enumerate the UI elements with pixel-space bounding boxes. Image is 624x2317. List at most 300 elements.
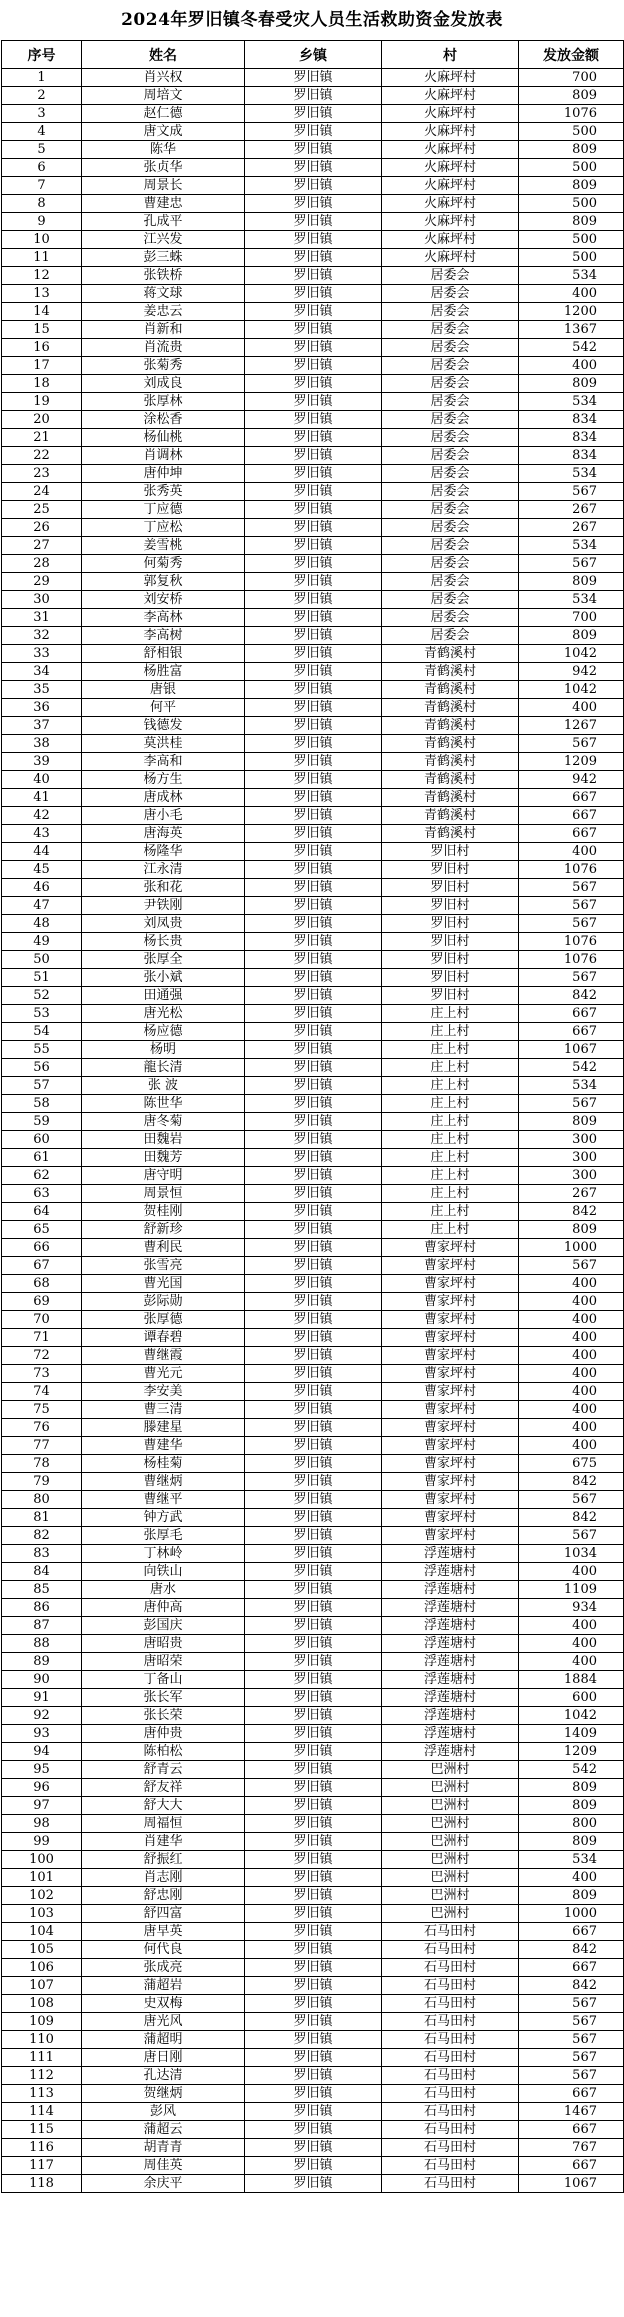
cell-name: 唐小毛 bbox=[82, 807, 245, 825]
cell-village: 青鹤溪村 bbox=[382, 717, 519, 735]
table-row bbox=[2, 1257, 624, 1275]
cell-amount: 1034 bbox=[519, 1545, 624, 1563]
cell-name: 曹光国 bbox=[82, 1275, 245, 1293]
cell-village: 浮莲塘村 bbox=[382, 1599, 519, 1617]
cell-township: 罗旧镇 bbox=[245, 1635, 382, 1653]
cell-amount: 400 bbox=[519, 1383, 624, 1401]
cell-name: 杨仙桃 bbox=[82, 429, 245, 447]
table-row bbox=[2, 699, 624, 717]
cell-amount: 500 bbox=[519, 195, 624, 213]
table-row bbox=[2, 1311, 624, 1329]
cell-township: 罗旧镇 bbox=[245, 1563, 382, 1581]
cell-amount: 675 bbox=[519, 1455, 624, 1473]
cell-amount: 500 bbox=[519, 159, 624, 177]
cell-township: 罗旧镇 bbox=[245, 2067, 382, 2085]
cell-name: 周景恒 bbox=[82, 1185, 245, 1203]
cell-township: 罗旧镇 bbox=[245, 951, 382, 969]
cell-village: 石马田村 bbox=[382, 1995, 519, 2013]
cell-amount: 400 bbox=[519, 1617, 624, 1635]
cell-township: 罗旧镇 bbox=[245, 663, 382, 681]
table-row bbox=[2, 663, 624, 681]
cell-name: 曹建忠 bbox=[82, 195, 245, 213]
cell-name: 杨胜富 bbox=[82, 663, 245, 681]
cell-index: 38 bbox=[2, 735, 82, 753]
cell-village: 罗旧村 bbox=[382, 969, 519, 987]
cell-village: 居委会 bbox=[382, 465, 519, 483]
cell-name: 李高树 bbox=[82, 627, 245, 645]
cell-village: 居委会 bbox=[382, 627, 519, 645]
table-row bbox=[2, 1239, 624, 1257]
table-row bbox=[2, 645, 624, 663]
cell-amount: 1076 bbox=[519, 861, 624, 879]
cell-index: 95 bbox=[2, 1761, 82, 1779]
cell-village: 居委会 bbox=[382, 573, 519, 591]
cell-name: 舒友祥 bbox=[82, 1779, 245, 1797]
table-row bbox=[2, 447, 624, 465]
cell-name: 蒲超岩 bbox=[82, 1977, 245, 1995]
cell-name: 唐早英 bbox=[82, 1923, 245, 1941]
table-row bbox=[2, 591, 624, 609]
header-name: 姓名 bbox=[82, 41, 245, 69]
cell-amount: 567 bbox=[519, 1095, 624, 1113]
cell-index: 89 bbox=[2, 1653, 82, 1671]
cell-village: 巴洲村 bbox=[382, 1779, 519, 1797]
cell-index: 103 bbox=[2, 1905, 82, 1923]
cell-village: 巴洲村 bbox=[382, 1833, 519, 1851]
cell-name: 唐昭贵 bbox=[82, 1635, 245, 1653]
cell-index: 109 bbox=[2, 2013, 82, 2031]
cell-index: 71 bbox=[2, 1329, 82, 1347]
cell-township: 罗旧镇 bbox=[245, 1059, 382, 1077]
cell-amount: 400 bbox=[519, 285, 624, 303]
cell-amount: 567 bbox=[519, 1257, 624, 1275]
table-row bbox=[2, 1995, 624, 2013]
cell-township: 罗旧镇 bbox=[245, 1095, 382, 1113]
cell-township: 罗旧镇 bbox=[245, 1473, 382, 1491]
cell-name: 涂松香 bbox=[82, 411, 245, 429]
cell-township: 罗旧镇 bbox=[245, 1941, 382, 1959]
cell-name: 杨明 bbox=[82, 1041, 245, 1059]
cell-township: 罗旧镇 bbox=[245, 141, 382, 159]
cell-village: 曹家坪村 bbox=[382, 1275, 519, 1293]
table-row bbox=[2, 1473, 624, 1491]
cell-township: 罗旧镇 bbox=[245, 1491, 382, 1509]
cell-name: 向铁山 bbox=[82, 1563, 245, 1581]
table-row bbox=[2, 987, 624, 1005]
table-row bbox=[2, 2175, 624, 2193]
cell-village: 火麻坪村 bbox=[382, 177, 519, 195]
cell-amount: 809 bbox=[519, 375, 624, 393]
cell-index: 25 bbox=[2, 501, 82, 519]
cell-amount: 567 bbox=[519, 2049, 624, 2067]
cell-index: 72 bbox=[2, 1347, 82, 1365]
cell-amount: 1467 bbox=[519, 2103, 624, 2121]
table-row bbox=[2, 375, 624, 393]
cell-amount: 809 bbox=[519, 141, 624, 159]
cell-village: 火麻坪村 bbox=[382, 105, 519, 123]
cell-index: 82 bbox=[2, 1527, 82, 1545]
cell-village: 曹家坪村 bbox=[382, 1509, 519, 1527]
cell-township: 罗旧镇 bbox=[245, 1797, 382, 1815]
cell-amount: 1200 bbox=[519, 303, 624, 321]
cell-township: 罗旧镇 bbox=[245, 1203, 382, 1221]
cell-amount: 400 bbox=[519, 1653, 624, 1671]
cell-township: 罗旧镇 bbox=[245, 1671, 382, 1689]
table-row bbox=[2, 555, 624, 573]
cell-name: 钟方武 bbox=[82, 1509, 245, 1527]
cell-village: 庄上村 bbox=[382, 1185, 519, 1203]
cell-index: 116 bbox=[2, 2139, 82, 2157]
cell-village: 庄上村 bbox=[382, 1113, 519, 1131]
cell-index: 63 bbox=[2, 1185, 82, 1203]
cell-amount: 809 bbox=[519, 213, 624, 231]
table-row bbox=[2, 1851, 624, 1869]
table-row bbox=[2, 2085, 624, 2103]
cell-village: 火麻坪村 bbox=[382, 69, 519, 87]
table-row bbox=[2, 1725, 624, 1743]
cell-village: 火麻坪村 bbox=[382, 123, 519, 141]
table-row bbox=[2, 285, 624, 303]
cell-amount: 567 bbox=[519, 483, 624, 501]
cell-village: 曹家坪村 bbox=[382, 1419, 519, 1437]
cell-township: 罗旧镇 bbox=[245, 1959, 382, 1977]
cell-index: 101 bbox=[2, 1869, 82, 1887]
table-row bbox=[2, 1005, 624, 1023]
cell-amount: 942 bbox=[519, 771, 624, 789]
cell-index: 115 bbox=[2, 2121, 82, 2139]
cell-amount: 809 bbox=[519, 1221, 624, 1239]
cell-name: 肖兴权 bbox=[82, 69, 245, 87]
cell-amount: 400 bbox=[519, 1311, 624, 1329]
cell-index: 43 bbox=[2, 825, 82, 843]
cell-village: 浮莲塘村 bbox=[382, 1743, 519, 1761]
cell-index: 11 bbox=[2, 249, 82, 267]
table-row bbox=[2, 1905, 624, 1923]
cell-township: 罗旧镇 bbox=[245, 375, 382, 393]
cell-index: 30 bbox=[2, 591, 82, 609]
cell-amount: 809 bbox=[519, 177, 624, 195]
cell-name: 刘凤贵 bbox=[82, 915, 245, 933]
cell-name: 张厚全 bbox=[82, 951, 245, 969]
cell-amount: 300 bbox=[519, 1131, 624, 1149]
cell-index: 17 bbox=[2, 357, 82, 375]
cell-name: 唐昭荣 bbox=[82, 1653, 245, 1671]
cell-index: 54 bbox=[2, 1023, 82, 1041]
cell-index: 3 bbox=[2, 105, 82, 123]
cell-amount: 834 bbox=[519, 447, 624, 465]
table-row bbox=[2, 321, 624, 339]
cell-index: 77 bbox=[2, 1437, 82, 1455]
cell-index: 8 bbox=[2, 195, 82, 213]
cell-township: 罗旧镇 bbox=[245, 519, 382, 537]
cell-amount: 834 bbox=[519, 429, 624, 447]
cell-township: 罗旧镇 bbox=[245, 123, 382, 141]
cell-index: 33 bbox=[2, 645, 82, 663]
table-row bbox=[2, 1023, 624, 1041]
cell-village: 浮莲塘村 bbox=[382, 1581, 519, 1599]
cell-village: 罗旧村 bbox=[382, 861, 519, 879]
cell-index: 112 bbox=[2, 2067, 82, 2085]
cell-township: 罗旧镇 bbox=[245, 1113, 382, 1131]
cell-amount: 942 bbox=[519, 663, 624, 681]
cell-index: 20 bbox=[2, 411, 82, 429]
cell-township: 罗旧镇 bbox=[245, 2121, 382, 2139]
table-row bbox=[2, 1059, 624, 1077]
cell-township: 罗旧镇 bbox=[245, 2157, 382, 2175]
cell-village: 巴洲村 bbox=[382, 1869, 519, 1887]
cell-township: 罗旧镇 bbox=[245, 1023, 382, 1041]
table-row bbox=[2, 1887, 624, 1905]
cell-village: 青鹤溪村 bbox=[382, 735, 519, 753]
cell-index: 10 bbox=[2, 231, 82, 249]
cell-village: 火麻坪村 bbox=[382, 195, 519, 213]
table-row bbox=[2, 1491, 624, 1509]
cell-name: 孔达清 bbox=[82, 2067, 245, 2085]
cell-township: 罗旧镇 bbox=[245, 2085, 382, 2103]
table-row bbox=[2, 1797, 624, 1815]
cell-index: 62 bbox=[2, 1167, 82, 1185]
cell-village: 居委会 bbox=[382, 609, 519, 627]
cell-name: 唐仲坤 bbox=[82, 465, 245, 483]
cell-township: 罗旧镇 bbox=[245, 87, 382, 105]
cell-amount: 842 bbox=[519, 1473, 624, 1491]
cell-name: 彭国庆 bbox=[82, 1617, 245, 1635]
cell-township: 罗旧镇 bbox=[245, 447, 382, 465]
cell-township: 罗旧镇 bbox=[245, 1329, 382, 1347]
cell-village: 青鹤溪村 bbox=[382, 699, 519, 717]
cell-village: 火麻坪村 bbox=[382, 231, 519, 249]
table-row bbox=[2, 969, 624, 987]
table-row bbox=[2, 609, 624, 627]
cell-index: 66 bbox=[2, 1239, 82, 1257]
cell-amount: 1042 bbox=[519, 681, 624, 699]
cell-name: 张贞华 bbox=[82, 159, 245, 177]
cell-village: 居委会 bbox=[382, 357, 519, 375]
cell-amount: 567 bbox=[519, 879, 624, 897]
cell-village: 青鹤溪村 bbox=[382, 663, 519, 681]
cell-township: 罗旧镇 bbox=[245, 1419, 382, 1437]
table-row bbox=[2, 1509, 624, 1527]
table-row bbox=[2, 1455, 624, 1473]
cell-village: 浮莲塘村 bbox=[382, 1671, 519, 1689]
cell-amount: 667 bbox=[519, 825, 624, 843]
cell-index: 85 bbox=[2, 1581, 82, 1599]
cell-amount: 567 bbox=[519, 2013, 624, 2031]
cell-amount: 567 bbox=[519, 555, 624, 573]
cell-index: 96 bbox=[2, 1779, 82, 1797]
cell-index: 114 bbox=[2, 2103, 82, 2121]
cell-index: 46 bbox=[2, 879, 82, 897]
cell-name: 张长军 bbox=[82, 1689, 245, 1707]
cell-township: 罗旧镇 bbox=[245, 1869, 382, 1887]
cell-village: 居委会 bbox=[382, 375, 519, 393]
cell-name: 李安美 bbox=[82, 1383, 245, 1401]
table-row bbox=[2, 1401, 624, 1419]
table-row bbox=[2, 537, 624, 555]
cell-township: 罗旧镇 bbox=[245, 285, 382, 303]
cell-township: 罗旧镇 bbox=[245, 1293, 382, 1311]
cell-village: 居委会 bbox=[382, 285, 519, 303]
cell-village: 罗旧村 bbox=[382, 951, 519, 969]
cell-village: 青鹤溪村 bbox=[382, 645, 519, 663]
cell-index: 64 bbox=[2, 1203, 82, 1221]
table-row bbox=[2, 1527, 624, 1545]
table-row bbox=[2, 393, 624, 411]
cell-township: 罗旧镇 bbox=[245, 825, 382, 843]
table-row bbox=[2, 411, 624, 429]
cell-amount: 809 bbox=[519, 1887, 624, 1905]
cell-village: 曹家坪村 bbox=[382, 1365, 519, 1383]
cell-amount: 567 bbox=[519, 915, 624, 933]
table-row bbox=[2, 1689, 624, 1707]
cell-amount: 842 bbox=[519, 1509, 624, 1527]
cell-township: 罗旧镇 bbox=[245, 1779, 382, 1797]
table-row bbox=[2, 2139, 624, 2157]
cell-township: 罗旧镇 bbox=[245, 1833, 382, 1851]
cell-village: 石马田村 bbox=[382, 1923, 519, 1941]
cell-name: 钱德发 bbox=[82, 717, 245, 735]
cell-index: 22 bbox=[2, 447, 82, 465]
cell-index: 24 bbox=[2, 483, 82, 501]
table-row bbox=[2, 2157, 624, 2175]
cell-amount: 400 bbox=[519, 1293, 624, 1311]
cell-index: 40 bbox=[2, 771, 82, 789]
cell-township: 罗旧镇 bbox=[245, 681, 382, 699]
cell-index: 55 bbox=[2, 1041, 82, 1059]
cell-amount: 767 bbox=[519, 2139, 624, 2157]
cell-amount: 667 bbox=[519, 789, 624, 807]
cell-township: 罗旧镇 bbox=[245, 303, 382, 321]
cell-village: 石马田村 bbox=[382, 2031, 519, 2049]
cell-village: 巴洲村 bbox=[382, 1887, 519, 1905]
cell-name: 周培文 bbox=[82, 87, 245, 105]
cell-village: 石马田村 bbox=[382, 1941, 519, 1959]
cell-index: 60 bbox=[2, 1131, 82, 1149]
cell-index: 2 bbox=[2, 87, 82, 105]
cell-township: 罗旧镇 bbox=[245, 969, 382, 987]
cell-village: 曹家坪村 bbox=[382, 1329, 519, 1347]
cell-township: 罗旧镇 bbox=[245, 357, 382, 375]
table-row bbox=[2, 825, 624, 843]
table-row bbox=[2, 717, 624, 735]
cell-township: 罗旧镇 bbox=[245, 195, 382, 213]
cell-name: 唐水 bbox=[82, 1581, 245, 1599]
cell-index: 32 bbox=[2, 627, 82, 645]
table-row bbox=[2, 753, 624, 771]
cell-amount: 567 bbox=[519, 1491, 624, 1509]
cell-name: 江永清 bbox=[82, 861, 245, 879]
cell-index: 50 bbox=[2, 951, 82, 969]
cell-village: 居委会 bbox=[382, 483, 519, 501]
cell-village: 浮莲塘村 bbox=[382, 1617, 519, 1635]
cell-index: 78 bbox=[2, 1455, 82, 1473]
cell-index: 23 bbox=[2, 465, 82, 483]
cell-amount: 300 bbox=[519, 1149, 624, 1167]
cell-village: 庄上村 bbox=[382, 1131, 519, 1149]
cell-amount: 809 bbox=[519, 1113, 624, 1131]
cell-township: 罗旧镇 bbox=[245, 1311, 382, 1329]
cell-amount: 700 bbox=[519, 609, 624, 627]
cell-township: 罗旧镇 bbox=[245, 609, 382, 627]
cell-township: 罗旧镇 bbox=[245, 591, 382, 609]
cell-name: 舒大大 bbox=[82, 1797, 245, 1815]
cell-amount: 267 bbox=[519, 501, 624, 519]
cell-index: 69 bbox=[2, 1293, 82, 1311]
table-row bbox=[2, 429, 624, 447]
cell-index: 73 bbox=[2, 1365, 82, 1383]
cell-township: 罗旧镇 bbox=[245, 1347, 382, 1365]
cell-amount: 534 bbox=[519, 1851, 624, 1869]
cell-name: 张厚林 bbox=[82, 393, 245, 411]
cell-township: 罗旧镇 bbox=[245, 1653, 382, 1671]
cell-township: 罗旧镇 bbox=[245, 1383, 382, 1401]
table-row bbox=[2, 213, 624, 231]
cell-amount: 842 bbox=[519, 1977, 624, 1995]
cell-index: 86 bbox=[2, 1599, 82, 1617]
cell-township: 罗旧镇 bbox=[245, 699, 382, 717]
cell-index: 47 bbox=[2, 897, 82, 915]
cell-township: 罗旧镇 bbox=[245, 789, 382, 807]
cell-village: 罗旧村 bbox=[382, 897, 519, 915]
cell-index: 91 bbox=[2, 1689, 82, 1707]
cell-amount: 600 bbox=[519, 1689, 624, 1707]
cell-name: 舒忠刚 bbox=[82, 1887, 245, 1905]
cell-index: 59 bbox=[2, 1113, 82, 1131]
cell-amount: 267 bbox=[519, 1185, 624, 1203]
table-row bbox=[2, 1869, 624, 1887]
table-row bbox=[2, 1077, 624, 1095]
cell-index: 34 bbox=[2, 663, 82, 681]
cell-township: 罗旧镇 bbox=[245, 1527, 382, 1545]
cell-index: 98 bbox=[2, 1815, 82, 1833]
cell-name: 曹利民 bbox=[82, 1239, 245, 1257]
cell-village: 庄上村 bbox=[382, 1095, 519, 1113]
cell-amount: 400 bbox=[519, 1275, 624, 1293]
cell-index: 110 bbox=[2, 2031, 82, 2049]
table-row bbox=[2, 357, 624, 375]
cell-index: 15 bbox=[2, 321, 82, 339]
cell-village: 居委会 bbox=[382, 429, 519, 447]
table-row bbox=[2, 519, 624, 537]
cell-amount: 542 bbox=[519, 1761, 624, 1779]
cell-name: 唐冬菊 bbox=[82, 1113, 245, 1131]
cell-township: 罗旧镇 bbox=[245, 321, 382, 339]
cell-township: 罗旧镇 bbox=[245, 1401, 382, 1419]
cell-township: 罗旧镇 bbox=[245, 1167, 382, 1185]
cell-index: 48 bbox=[2, 915, 82, 933]
cell-index: 93 bbox=[2, 1725, 82, 1743]
cell-amount: 834 bbox=[519, 411, 624, 429]
cell-name: 张小斌 bbox=[82, 969, 245, 987]
cell-amount: 809 bbox=[519, 1797, 624, 1815]
cell-name: 丁备山 bbox=[82, 1671, 245, 1689]
cell-name: 莫洪桂 bbox=[82, 735, 245, 753]
cell-township: 罗旧镇 bbox=[245, 1455, 382, 1473]
cell-village: 石马田村 bbox=[382, 2085, 519, 2103]
cell-amount: 1884 bbox=[519, 1671, 624, 1689]
cell-township: 罗旧镇 bbox=[245, 1239, 382, 1257]
cell-amount: 667 bbox=[519, 2085, 624, 2103]
cell-township: 罗旧镇 bbox=[245, 1977, 382, 1995]
cell-amount: 667 bbox=[519, 1005, 624, 1023]
table-row bbox=[2, 1671, 624, 1689]
cell-township: 罗旧镇 bbox=[245, 807, 382, 825]
cell-amount: 400 bbox=[519, 1869, 624, 1887]
cell-index: 35 bbox=[2, 681, 82, 699]
cell-village: 曹家坪村 bbox=[382, 1311, 519, 1329]
cell-township: 罗旧镇 bbox=[245, 1743, 382, 1761]
table-row bbox=[2, 1383, 624, 1401]
